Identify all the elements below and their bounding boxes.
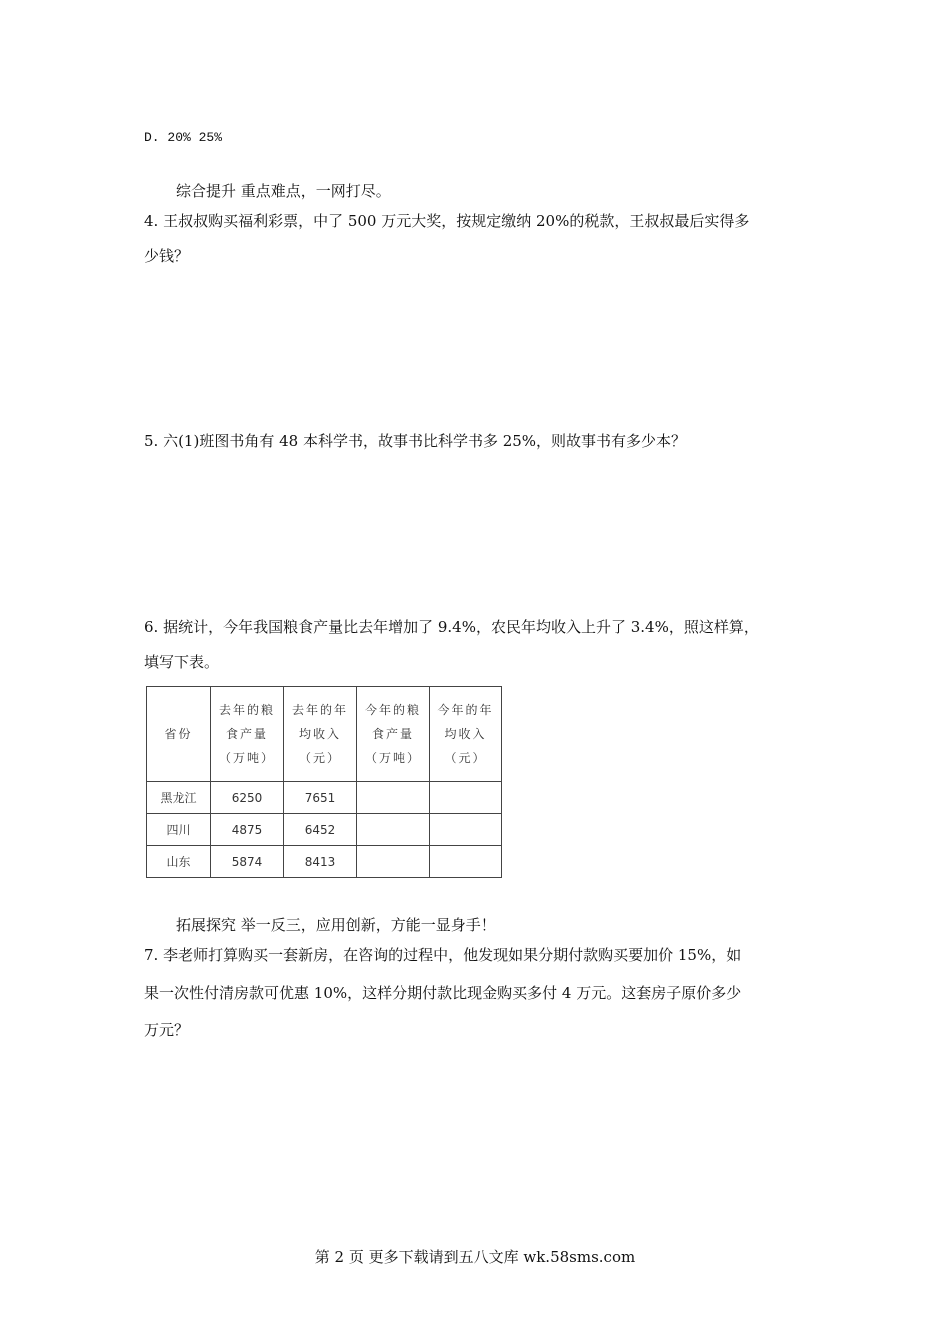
cell-this-year-income[interactable] (430, 782, 502, 814)
cell-province: 黑龙江 (147, 782, 211, 814)
cell-last-year-income: 6452 (284, 814, 357, 846)
section-heading-comprehensive: 综合提升 重点难点，一网打尽。 (176, 182, 391, 200)
option-d: D. 20% 25% (144, 130, 223, 145)
question-6-line-1: 6. 据统计，今年我国粮食产量比去年增加了 9.4%，农民年均收入上升了 3.4%，照这样算， (144, 618, 759, 636)
cell-last-year-grain: 5874 (211, 846, 284, 878)
question-6-line-2: 填写下表。 (144, 653, 220, 671)
cell-last-year-income: 7651 (284, 782, 357, 814)
question-4-line-1: 4. 王叔叔购买福利彩票，中了 500 万元大奖，按规定缴纳 20%的税款，王叔叔最后实得多 (144, 212, 750, 230)
cell-this-year-income[interactable] (430, 846, 502, 878)
cell-province: 山东 (147, 846, 211, 878)
table-row (147, 814, 502, 846)
cell-last-year-income: 8413 (284, 846, 357, 878)
header-last-year-income: 去年的年 均收入 （元） (284, 687, 357, 782)
cell-this-year-grain[interactable] (357, 846, 430, 878)
cell-last-year-grain: 4875 (211, 814, 284, 846)
cell-this-year-grain[interactable] (357, 814, 430, 846)
question-7-line-3: 万元？ (144, 1021, 190, 1039)
header-last-year-grain: 去年的粮 食产量 （万吨） (211, 687, 284, 782)
cell-this-year-income[interactable] (430, 814, 502, 846)
question-7-line-2: 果一次性付清房款可优惠 10%，这样分期付款比现金购买多付 4 万元。这套房子原价多少 (144, 984, 742, 1002)
header-this-year-income: 今年的年 均收入 （元） (430, 687, 502, 782)
page-footer: 第 2 页 更多下载请到五八文库 wk.58sms.com (314, 1248, 636, 1266)
question-5-line-1: 5. 六(1)班图书角有 48 本科学书，故事书比科学书多 25%，则故事书有多少本？ (144, 432, 687, 450)
table-row (147, 782, 502, 814)
question-4-line-2: 少钱？ (144, 247, 190, 265)
header-province: 省份 (147, 687, 211, 782)
table-row (147, 846, 502, 878)
cell-province: 四川 (147, 814, 211, 846)
question-7-line-1: 7. 李老师打算购买一套新房，在咨询的过程中，他发现如果分期付款购买要加价 15%，如 (144, 946, 742, 964)
table-header-row (147, 687, 502, 782)
cell-this-year-grain[interactable] (357, 782, 430, 814)
statistics-table (146, 686, 502, 878)
cell-last-year-grain: 6250 (211, 782, 284, 814)
header-this-year-grain: 今年的粮 食产量 （万吨） (357, 687, 430, 782)
section-heading-extension: 拓展探究 举一反三，应用创新，方能一显身手！ (176, 916, 496, 934)
